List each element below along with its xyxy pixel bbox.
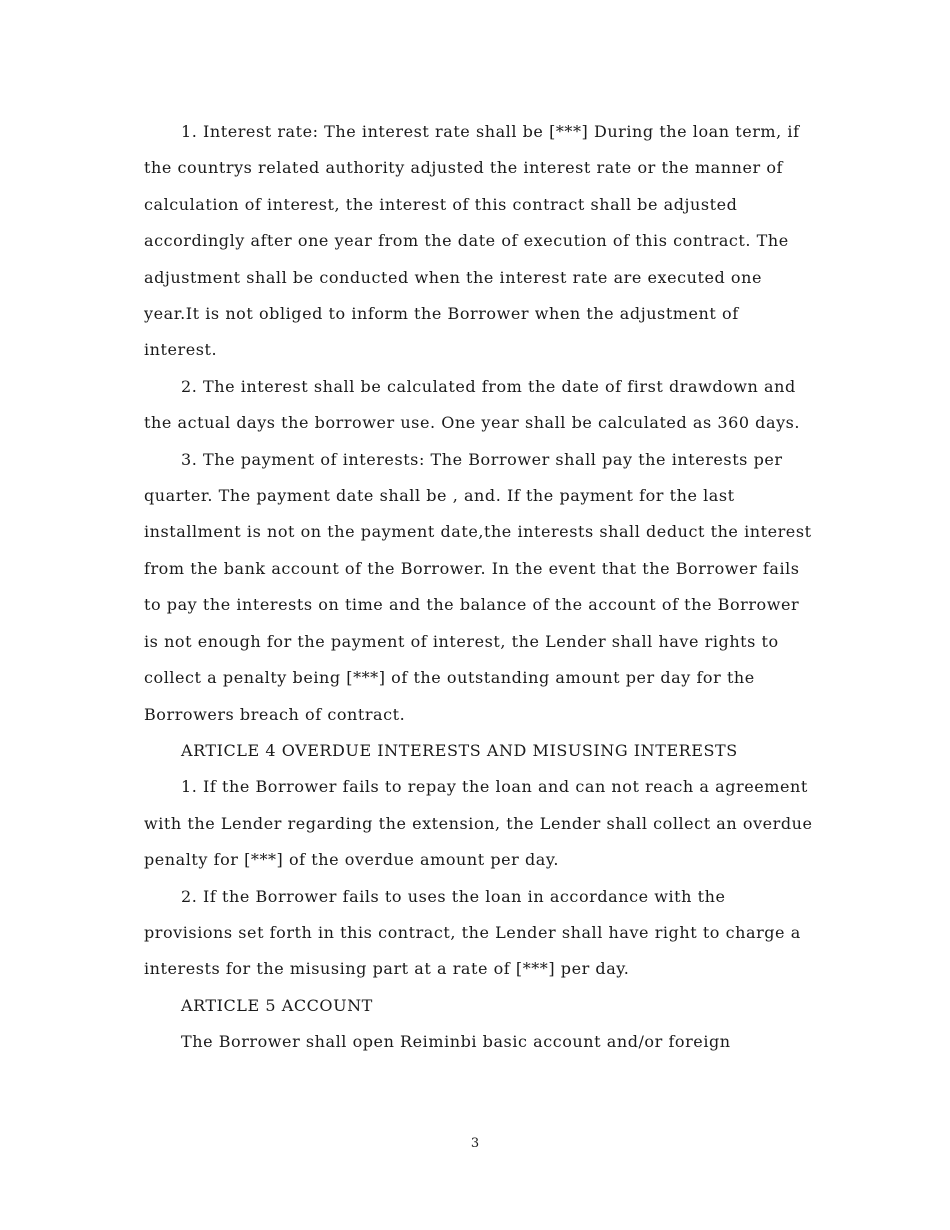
heading-article-4: ARTICLE 4 OVERDUE INTERESTS AND MISUSING INTERESTS: [181, 740, 738, 760]
paragraph-payment-of-interests: 3. The payment of interests: The Borrower shall pay the interests per quarter. The payment date shall be , and. If the payment for the last installment is not on the payment date,the interests shall deduct the interest from the bank account of the Borrower. In the event that the Borrower fails to pay the interests on time and the balance of the account of the Borrower is not enough for the payment of interest, the Lender shall have rights to collect a penalty being [***] of the outstanding amount per day for the Borrowers breach of contract.: [144, 449, 812, 724]
body-text: [144, 114, 814, 1061]
paragraph-interest-rate: 1. Interest rate: The interest rate shall be [***] During the loan term, if the countrys related authority adjusted the interest rate or the manner of calculation of interest, the interest of this contract shall be adjusted accordingly after one year from the date of execution of this contract. The adjustment shall be conducted when the interest rate are executed one year.It is not obliged to inform the Borrower when the adjustment of interest.: [144, 122, 800, 360]
paragraph-misusing-interest: 2. If the Borrower fails to uses the loan in accordance with the provisions set forth in this contract, the Lender shall have right to charge a interests for the misusing part at a rate of [***] per day.: [144, 886, 801, 979]
paragraph-account: The Borrower shall open Reiminbi basic account and/or foreign: [181, 1032, 731, 1052]
paragraph-interest-calculation: 2. The interest shall be calculated from the date of first drawdown and the actual days the borrower use. One year shall be calculated as 360 days.: [144, 376, 801, 433]
heading-article-5: ARTICLE 5 ACCOUNT: [181, 995, 373, 1015]
page-number: 3: [470, 1136, 480, 1151]
paragraph-overdue-penalty: 1. If the Borrower fails to repay the loan and can not reach a agreement with the Lender regarding the extension, the Lender shall collect an overdue penalty for [***] of the overdue amount per day.: [144, 777, 813, 870]
